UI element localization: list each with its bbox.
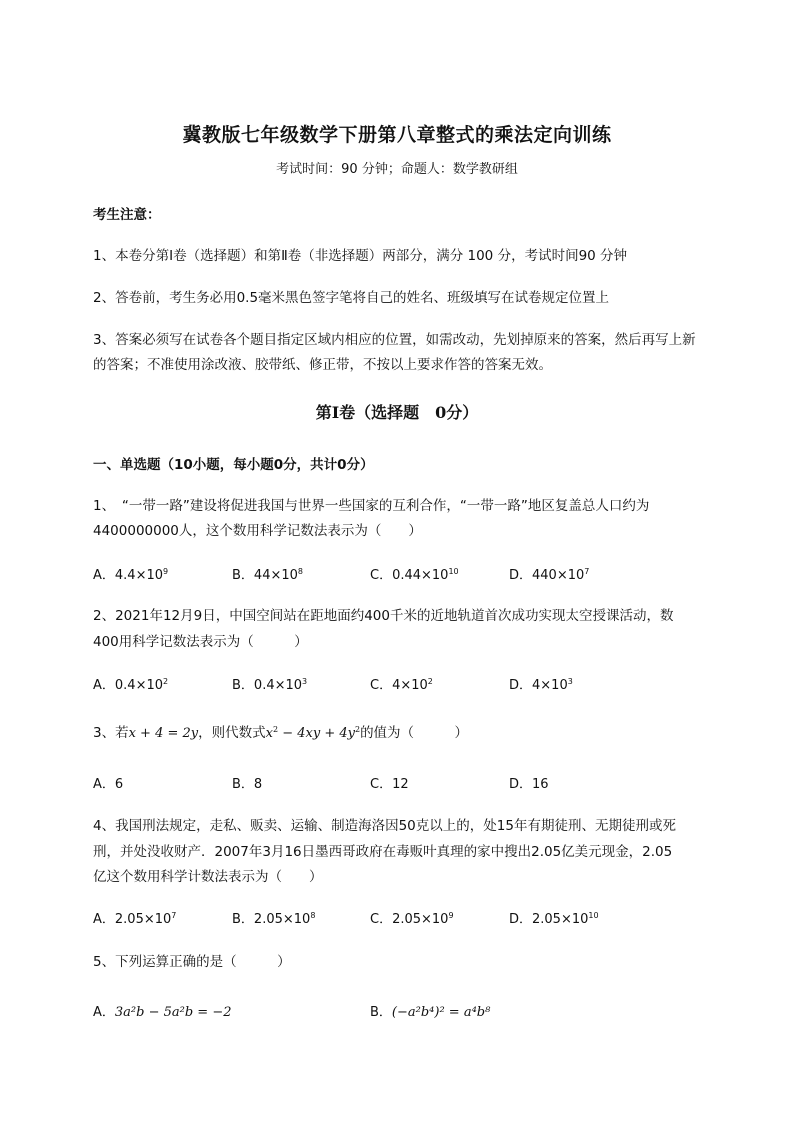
question-stem: 400用科学记数法表示为（ ） [93,634,308,650]
page-title: 冀教版七年级数学下册第八章整式的乘法定向训练 [182,124,612,146]
option-d: D．$4\times 10^3$ [509,677,573,693]
option-d: D．$2.05\times 10^{10}$ [509,911,599,927]
question-stem: 2、2021年12月9日，中国空间站在距地面约400千米的近地轨道首次成功实现太空授课活动，数 [93,608,674,624]
question-stem: 4、我国刑法规定，走私、贩卖、运输、制造海洛因50克以上的，处15年有期徒刑、无期徒刑或死 [93,818,676,834]
question-stem: 3、若x + 4 = 2y，则代数式$x^2 - 4xy + 4y^2$的值为（ ） [93,725,469,741]
option-a: A．3a²b − 5a²b = −2 [93,1005,232,1020]
option-c: C．$4\times 10^2$ [370,677,433,693]
option-c: C．12 [370,777,409,792]
notes-heading: 考生注意： [93,207,161,223]
question-stem: 5、下列运算正确的是（ ） [93,954,291,970]
part-heading: 一、单选题（10小题，每小题0分，共计0分） [93,457,374,473]
option-a: A．$0.4\times 10^2$ [93,677,169,693]
note-item: 3、答案必须写在试卷各个题目指定区域内相应的位置，如需改动，先划掉原来的答案，然后再写上新 [93,332,696,348]
option-b: B．$0.4\times 10^3$ [232,677,308,693]
equation: x + 4 = 2y [128,726,199,741]
option-b: B．$44\times 10^8$ [232,567,303,583]
option-b: B．8 [232,777,263,792]
note-item: 2、答卷前，考生务必用0.5毫米黑色签字笔将自己的姓名、班级填写在试卷规定位置上 [93,290,610,306]
option-a: A．$4.4\times 10^9$ [93,567,169,583]
option-a: A．$2.05\times 10^7$ [93,911,177,927]
option-c: C．$0.44\times 10^{10}$ [370,567,459,583]
option-d: D．$440\times 10^7$ [509,567,590,583]
question-stem: 亿这个数用科学计数法表示为（ ） [93,869,323,885]
note-item: 的答案；不准使用涂改液、胶带纸、修正带，不按以上要求作答的答案无效。 [93,357,552,373]
expression: $x^2 - 4xy + 4y^2$ [265,725,361,741]
option-b: B．$2.05\times 10^8$ [232,911,316,927]
section-title: 第Ⅰ卷（选择题 0分） [315,403,479,422]
option-d: D．16 [509,777,549,792]
question-stem: 1、 “一带一路”建设将促进我国与世界一些国家的互利合作，“一带一路”地区复盖总人口约为 [93,498,650,514]
question-stem: 4400000000人，这个数用科学记数法表示为（ ） [93,523,422,539]
note-item: 1、本卷分第Ⅰ卷（选择题）和第Ⅱ卷（非选择题）两部分，满分 100 分，考试时间90 分钟 [93,248,628,264]
option-c: C．$2.05\times 10^9$ [370,911,454,927]
option-a: A．6 [93,777,124,792]
question-stem: 刑，并处没收财产．2007年3月16日墨西哥政府在毒贩叶真理的家中搜出2.05亿美元现金，2.05 [93,844,673,860]
exam-subtitle: 考试时间：90 分钟；命题人：数学教研组 [276,162,518,177]
option-b: B．(−a²b⁴)² = a⁴b⁸ [370,1005,491,1020]
